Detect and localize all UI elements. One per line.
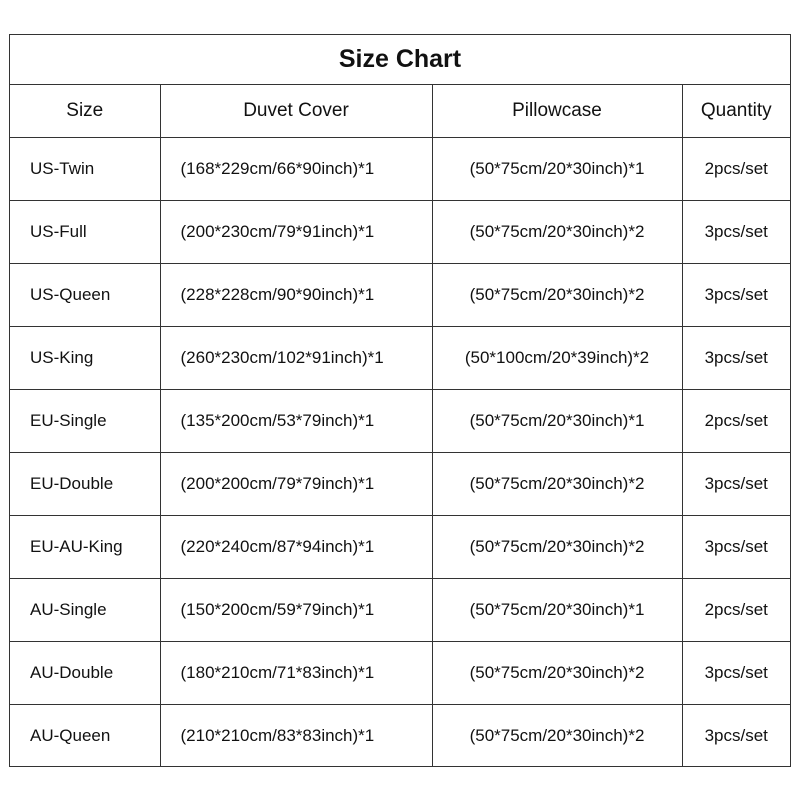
- quantity-cell: 3pcs/set: [682, 642, 790, 705]
- title-row: [10, 35, 790, 85]
- header-size: Size: [10, 85, 160, 138]
- duvet-cover-cell: (180*210cm/71*83inch)*1: [160, 642, 432, 705]
- duvet-cover-cell: (200*230cm/79*91inch)*1: [160, 201, 432, 264]
- size-cell: EU-Double: [10, 453, 160, 516]
- quantity-cell: 3pcs/set: [704, 726, 768, 745]
- quantity-cell: 3pcs/set: [682, 264, 790, 327]
- quantity-cell: 3pcs/set: [682, 327, 790, 390]
- table-row: [10, 516, 790, 579]
- size-cell: EU-AU-King: [10, 516, 160, 579]
- pillowcase-cell: (50*75cm/20*30inch)*2: [432, 201, 682, 264]
- quantity-cell: 2pcs/set: [682, 579, 790, 642]
- duvet-cover-cell: (210*210cm/83*83inch)*1: [160, 705, 432, 768]
- duvet-cover-cell: (260*230cm/102*91inch)*1: [160, 327, 432, 390]
- quantity-cell: 3pcs/set: [682, 516, 790, 579]
- table-row: [10, 264, 790, 327]
- pillowcase-cell: (50*75cm/20*30inch)*2: [432, 642, 682, 705]
- chart-title: Size Chart: [338, 45, 462, 73]
- quantity-cell: 2pcs/set: [682, 390, 790, 453]
- quantity-cell: 2pcs/set: [682, 138, 790, 201]
- table-row: [10, 138, 790, 201]
- size-cell: US-Queen: [10, 264, 160, 327]
- size-chart: [9, 34, 791, 767]
- size-cell: EU-Single: [10, 390, 160, 453]
- table-row: [10, 579, 790, 642]
- header-pillowcase: Pillowcase: [432, 85, 682, 138]
- size-cell: US-King: [10, 327, 160, 390]
- header-duvet-cover: Duvet Cover: [160, 85, 432, 138]
- pillowcase-cell: (50*100cm/20*39inch)*2: [432, 327, 682, 390]
- size-cell: US-Twin: [10, 138, 160, 201]
- size-cell: AU-Single: [10, 579, 160, 642]
- table-row: [10, 453, 790, 516]
- size-cell: US-Full: [10, 201, 160, 264]
- pillowcase-cell: (50*75cm/20*30inch)*2: [432, 516, 682, 579]
- size-cell: AU-Double: [10, 642, 160, 705]
- duvet-cover-cell: (135*200cm/53*79inch)*1: [160, 390, 432, 453]
- pillowcase-cell: (50*75cm/20*30inch)*1: [432, 390, 682, 453]
- pillowcase-cell: (50*75cm/20*30inch)*2: [432, 453, 682, 516]
- duvet-cover-cell: (168*229cm/66*90inch)*1: [160, 138, 432, 201]
- pillowcase-cell: (50*75cm/20*30inch)*1: [432, 138, 682, 201]
- table-row: [10, 390, 790, 453]
- quantity-cell: 3pcs/set: [682, 201, 790, 264]
- table-row: [10, 705, 790, 768]
- duvet-cover-cell: (220*240cm/87*94inch)*1: [160, 516, 432, 579]
- size-table: [10, 85, 790, 767]
- quantity-cell: 3pcs/set: [682, 453, 790, 516]
- header-row: [10, 85, 790, 138]
- duvet-cover-cell: (200*200cm/79*79inch)*1: [160, 453, 432, 516]
- pillowcase-cell: (50*75cm/20*30inch)*2: [432, 264, 682, 327]
- table-row: [10, 642, 790, 705]
- header-quantity: Quantity: [682, 85, 790, 138]
- size-cell: AU-Queen: [10, 705, 160, 768]
- duvet-cover-cell: (228*228cm/90*90inch)*1: [160, 264, 432, 327]
- duvet-cover-cell: (150*200cm/59*79inch)*1: [160, 579, 432, 642]
- pillowcase-cell: (50*75cm/20*30inch)*1: [432, 579, 682, 642]
- table-row: [10, 201, 790, 264]
- table-row: [10, 327, 790, 390]
- pillowcase-cell: (50*75cm/20*30inch)*2: [432, 705, 682, 768]
